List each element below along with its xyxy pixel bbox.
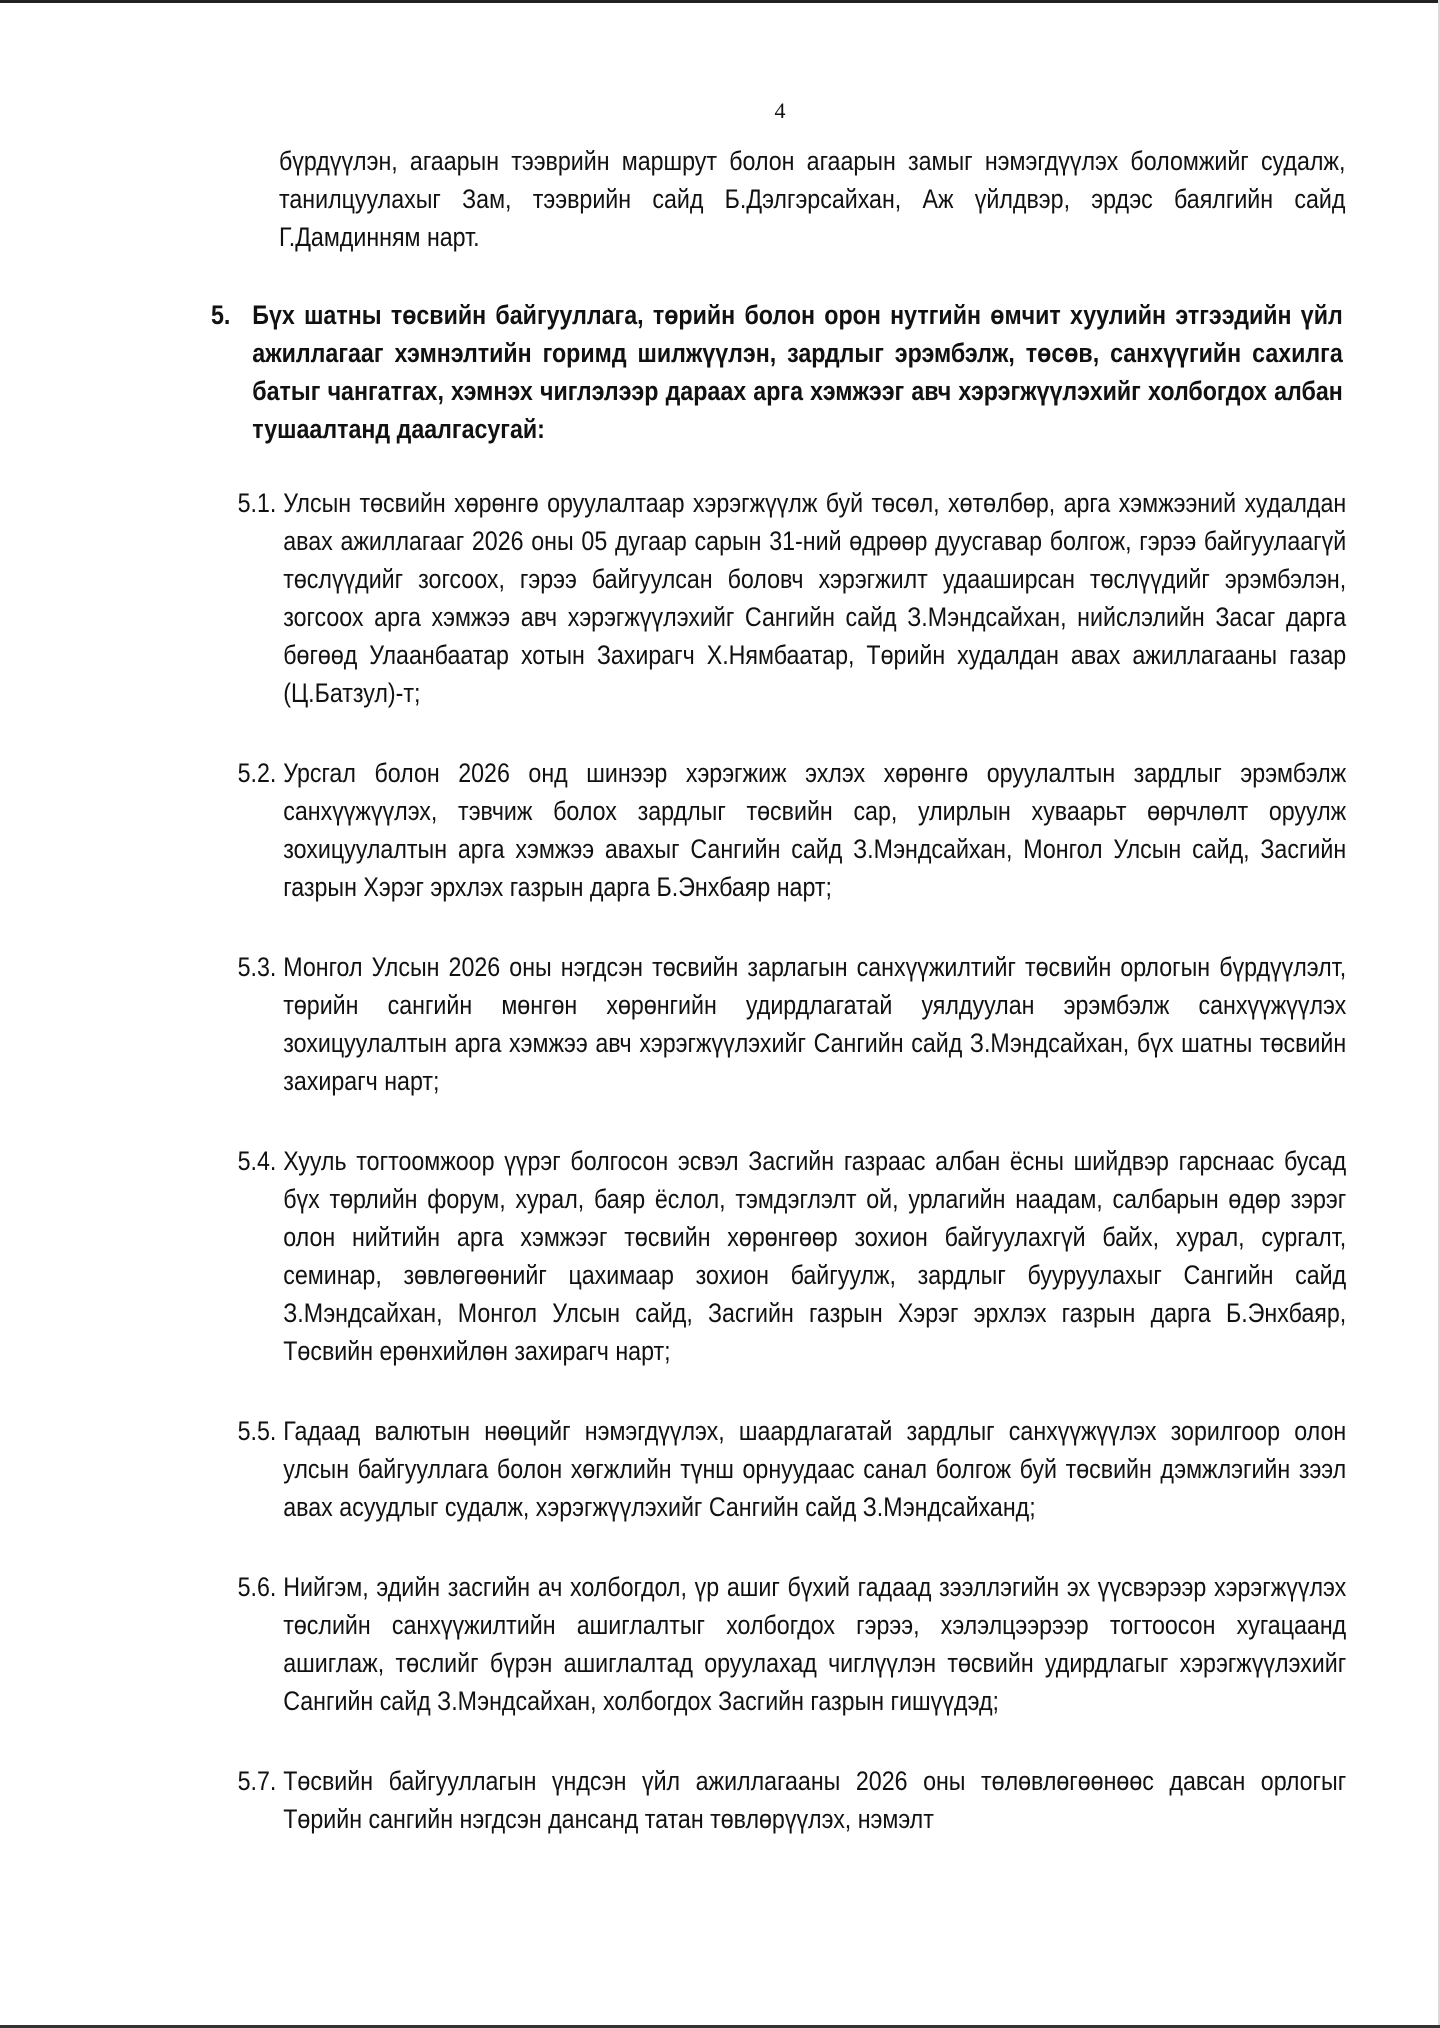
- item-text: Улсын төсвийн хөрөнгө оруулалтаар хэрэгжүүлж буй төсөл, хөтөлбөр, арга хэмжээний худалдан авах ажиллагааг 2026 оны 05 дугаар сарын 31-ний өдрөөр дуусгавар болгож, гэрээ байгуулаагүй төслүүдийг зогсоох, гэрээ байгуулсан боловч хэрэгжилт удааширсан төслүүдийг эрэмбэлэн, зогсоох арга хэмжээ авч хэрэгжүүлэхийг Сангийн сайд З.Мэндсайхан, нийслэлийн Засаг дарга бөгөөд Улаанбаатар хотын Захирагч Х.Нямбаатар, Төрийн худалдан авах ажиллагааны газар (Ц.Батзул)-т;: [283, 488, 1347, 708]
- item-number: 5.5.: [237, 1416, 277, 1446]
- intro-paragraph: бүрдүүлэн, агаарын тээврийн маршрут болон агаарын замыг нэмэгдүүлэх боломжийг судалж, танилцуулахыг Зам, тээврийн сайд Б.Дэлгэрсайхан, Аж үйлдвэр, эрдэс баялгийн сайд Г.Дамдинням нарт.: [279, 146, 1346, 252]
- item-number: 5.1.: [237, 488, 277, 518]
- item-number: 5.7.: [237, 1766, 277, 1796]
- list-item: [221, 948, 1346, 1100]
- section-heading-text: Бүх шатны төсвийн байгууллага, төрийн болон орон нутгийн өмчит хуулийн этгээдийн үйл ажиллагааг хэмнэлтийн горимд шилжүүлэн, зардлыг эрэмбэлж, төсөв, санхүүгийн сахилга батыг чангатгах, хэмнэх чиглэлээр дараах арга хэмжээг авч хэрэгжүүлэхийг холбогдох албан тушаалтанд даалгасугай:: [252, 300, 1343, 444]
- item-text: Төсвийн байгууллагын үндсэн үйл ажиллагааны 2026 оны төлөвлөгөөнөөс давсан орлогыг Төрийн сангийн нэгдсэн дансанд татан төвлөрүүлэх, нэмэлт: [283, 1766, 1347, 1834]
- item-text: Урсгал болон 2026 онд шинээр хэрэгжиж эхлэх хөрөнгө оруулалтын зардлыг эрэмбэлж санхүүжүүлэх, тэвчиж болох зардлыг төсвийн сар, улирлын хуваарьт өөрчлөлт оруулж зохицуулалтын арга хэмжээ авахыг Сангийн сайд З.Мэндсайхан, Монгол Улсын сайд, Засгийн газрын Хэрэг эрхлэх газрын дарга Б.Энхбаяр нарт;: [283, 758, 1347, 902]
- item-text: Нийгэм, эдийн засгийн ач холбогдол, үр ашиг бүхий гадаад зээллэгийн эх үүсвэрээр хэрэгжүүлэх төслийн санхүүжилтийн ашиглалтыг холбогдох гэрээ, хэлэлцээрээр тогтоосон хугацаанд ашиглаж, төслийг бүрэн ашиглалтад оруулахад чиглүүлэн төсвийн удирдлагыг хэрэгжүүлэхийг Сангийн сайд З.Мэндсайхан, холбогдох Засгийн газрын гишүүдэд;: [283, 1572, 1347, 1716]
- section-heading: [211, 296, 1346, 448]
- item-number: 5.2.: [237, 758, 277, 788]
- list-item: [221, 754, 1346, 906]
- item-text: Хууль тогтоомжоор үүрэг болгосон эсвэл Засгийн газраас албан ёсны шийдвэр гарснаас бусад бүх төрлийн форум, хурал, баяр ёслол, тэмдэглэлт ой, урлагийн наадам, салбарын өдөр зэрэг олон нийтийн арга хэмжээг төсвийн хөрөнгөөр зохион байгуулахгүй байх, хурал, сургалт, семинар, зөвлөгөөнийг цахимаар зохион байгуулж, зардлыг бууруулахыг Сангийн сайд З.Мэндсайхан, Монгол Улсын сайд, Засгийн газрын Хэрэг эрхлэх газрын дарга Б.Энхбаяр, Төсвийн ерөнхийлөн захирагч нарт;: [283, 1146, 1347, 1366]
- list-item: [221, 1412, 1346, 1526]
- section-items: [221, 484, 1346, 1838]
- page-number: 4: [774, 98, 786, 123]
- item-number: 5.3.: [237, 952, 277, 982]
- list-item: [221, 1568, 1346, 1720]
- list-item: [221, 484, 1346, 712]
- item-number: 5.4.: [237, 1146, 277, 1176]
- item-number: 5.6.: [237, 1572, 277, 1602]
- section-5: [211, 296, 1346, 1838]
- section-number: 5.: [211, 300, 231, 330]
- list-item: [221, 1762, 1346, 1838]
- item-text: Гадаад валютын нөөцийг нэмэгдүүлэх, шаардлагатай зардлыг санхүүжүүлэх зорилгоор олон улсын байгууллага болон хөгжлийн түнш орнуудаас санал болгож буй төсвийн дэмжлэгийн зээл авах асуудлыг судалж, хэрэгжүүлэхийг Сангийн сайд З.Мэндсайханд;: [283, 1416, 1347, 1522]
- document-body: [211, 142, 1347, 1838]
- scan-edge-top: [0, 0, 1440, 3]
- item-text: Монгол Улсын 2026 оны нэгдсэн төсвийн зарлагын санхүүжилтийг төсвийн орлогын бүрдүүлэлт, төрийн сангийн мөнгөн хөрөнгийн удирдлагатай уялдуулан эрэмбэлж санхүүжүүлэх зохицуулалтын арга хэмжээ авч хэрэгжүүлэхийг Сангийн сайд З.Мэндсайхан, бүх шатны төсвийн захирагч нарт;: [283, 952, 1347, 1096]
- list-item: [221, 1142, 1346, 1370]
